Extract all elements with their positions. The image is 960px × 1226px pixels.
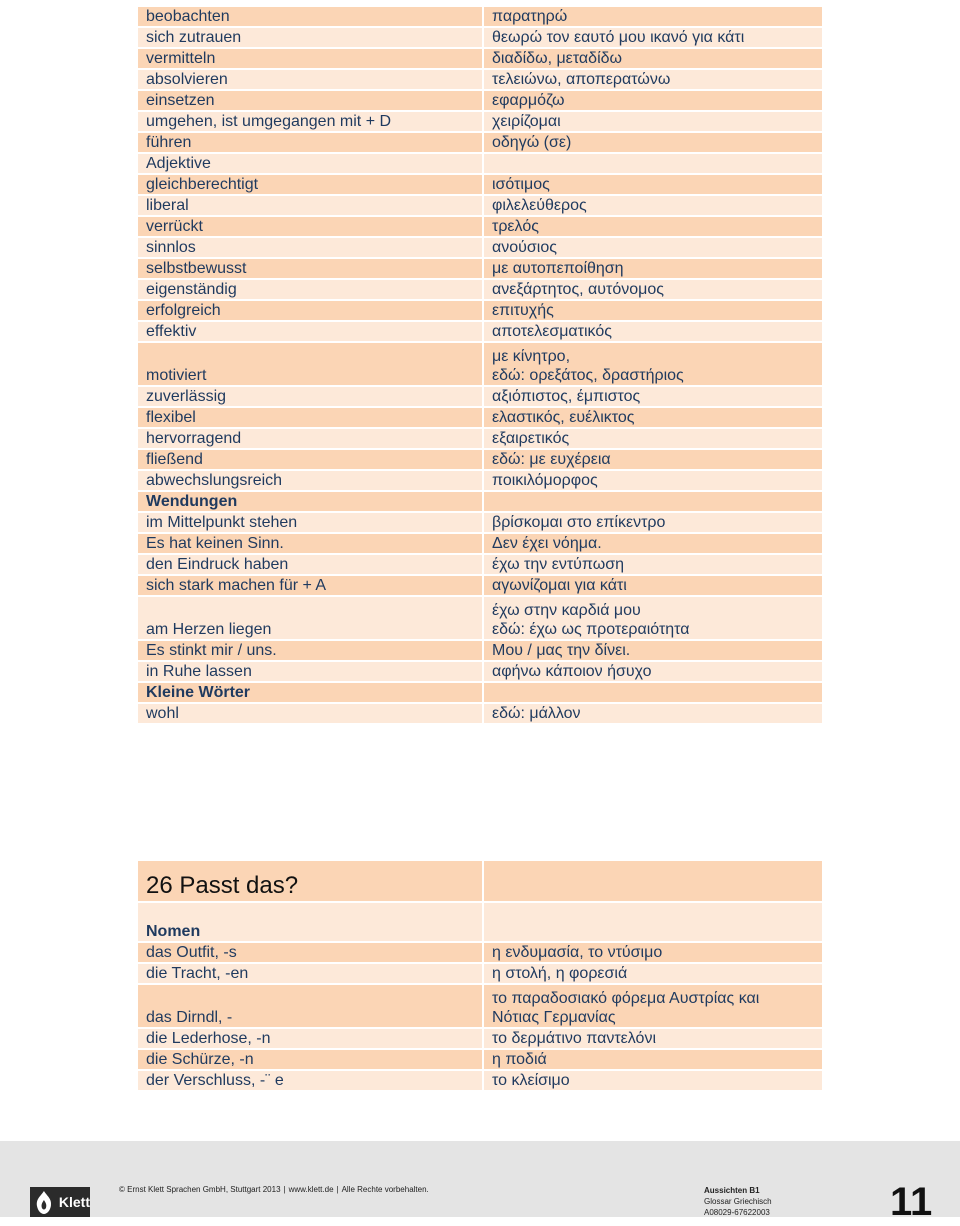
german-term: die Lederhose, -n: [137, 1028, 483, 1049]
greek-translation: φιλελεύθερος: [483, 195, 823, 216]
greek-translation: [483, 902, 823, 942]
vocabulary-table-main: [136, 5, 824, 725]
greek-translation: παρατηρώ: [483, 6, 823, 27]
book-meta: [704, 1185, 772, 1218]
greek-translation: η ποδιά: [483, 1049, 823, 1070]
table-row: [137, 491, 823, 512]
greek-translation: αγωνίζομαι για κάτι: [483, 575, 823, 596]
german-term: motiviert: [137, 342, 483, 386]
greek-translation: [483, 491, 823, 512]
rights-text: Alle Rechte vorbehalten.: [341, 1185, 429, 1194]
greek-translation: Μου / μας την δίνει.: [483, 640, 823, 661]
table-row: [137, 195, 823, 216]
klett-logo: [30, 1187, 90, 1217]
greek-translation: ισότιμος: [483, 174, 823, 195]
german-term: eigenständig: [137, 279, 483, 300]
page-number: 11: [890, 1180, 933, 1224]
german-term: die Tracht, -en: [137, 963, 483, 984]
german-term: der Verschluss, -¨ e: [137, 1070, 483, 1091]
german-term: absolvieren: [137, 69, 483, 90]
greek-translation: αφήνω κάποιον ήσυχο: [483, 661, 823, 682]
german-term: sich stark machen für + A: [137, 575, 483, 596]
table-row: [137, 860, 823, 902]
vocabulary-table-passt-das: [136, 859, 824, 1092]
table-row: [137, 470, 823, 491]
table-row: [137, 596, 823, 640]
table-row: [137, 449, 823, 470]
german-term: das Outfit, -s: [137, 942, 483, 963]
greek-translation: ελαστικός, ευέλικτος: [483, 407, 823, 428]
table-row: [137, 279, 823, 300]
greek-translation: η ενδυμασία, το ντύσιμο: [483, 942, 823, 963]
german-term: umgehen, ist umgegangen mit + D: [137, 111, 483, 132]
empty-cell: [483, 860, 823, 902]
table-row: [137, 258, 823, 279]
table-row: [137, 963, 823, 984]
table-row: [137, 1049, 823, 1070]
table-row: [137, 575, 823, 596]
book-code: A08029-67622003: [704, 1208, 770, 1217]
table-row: [137, 216, 823, 237]
category-heading-nomen: Nomen: [137, 902, 483, 942]
greek-translation: έχω την εντύπωση: [483, 554, 823, 575]
greek-translation: [483, 682, 823, 703]
table-row: [137, 174, 823, 195]
table-row: [137, 640, 823, 661]
german-term: fließend: [137, 449, 483, 470]
greek-translation: εφαρμόζω: [483, 90, 823, 111]
table-row: [137, 703, 823, 724]
greek-translation: το δερμάτινο παντελόνι: [483, 1028, 823, 1049]
website-link[interactable]: www.klett.de: [288, 1185, 334, 1194]
german-term: in Ruhe lassen: [137, 661, 483, 682]
greek-translation: η στολή, η φορεσιά: [483, 963, 823, 984]
greek-translation: το παραδοσιακό φόρεμα Αυστρίας και Νότιας Γερμανίας: [483, 984, 823, 1028]
greek-translation: ανούσιος: [483, 237, 823, 258]
table-row: [137, 90, 823, 111]
category-heading-adjektive: Adjektive: [137, 153, 483, 174]
german-term: gleichberechtigt: [137, 174, 483, 195]
greek-translation: βρίσκομαι στο επίκεντρο: [483, 512, 823, 533]
table-row: [137, 428, 823, 449]
greek-translation: οδηγώ (σε): [483, 132, 823, 153]
german-term: selbstbewusst: [137, 258, 483, 279]
greek-translation: με κίνητρο, εδώ: ορεξάτος, δραστήριος: [483, 342, 823, 386]
table-row: [137, 554, 823, 575]
german-term: sinnlos: [137, 237, 483, 258]
german-term: wohl: [137, 703, 483, 724]
greek-translation: διαδίδω, μεταδίδω: [483, 48, 823, 69]
german-term: einsetzen: [137, 90, 483, 111]
copyright-line: [119, 1185, 429, 1194]
separator: |: [336, 1185, 339, 1194]
greek-translation: τρελός: [483, 216, 823, 237]
separator: |: [283, 1185, 286, 1194]
greek-translation: με αυτοπεποίθηση: [483, 258, 823, 279]
table-row: [137, 6, 823, 27]
table-row: [137, 533, 823, 554]
table-row: [137, 902, 823, 942]
greek-translation: εδώ: με ευχέρεια: [483, 449, 823, 470]
table-row: [137, 300, 823, 321]
section-heading: 26 Passt das?: [137, 860, 483, 902]
table-row: [137, 111, 823, 132]
german-term: zuverlässig: [137, 386, 483, 407]
german-term: Es stinkt mir / uns.: [137, 640, 483, 661]
german-term: verrückt: [137, 216, 483, 237]
greek-translation: έχω στην καρδιά μου εδώ: έχω ως προτεραιότητα: [483, 596, 823, 640]
greek-translation: Δεν έχει νόημα.: [483, 533, 823, 554]
greek-translation: εδώ: μάλλον: [483, 703, 823, 724]
table-row: [137, 386, 823, 407]
german-term: beobachten: [137, 6, 483, 27]
table-row: [137, 237, 823, 258]
table-row: [137, 342, 823, 386]
german-term: abwechslungsreich: [137, 470, 483, 491]
table-row: [137, 69, 823, 90]
german-term: die Schürze, -n: [137, 1049, 483, 1070]
table-row: [137, 984, 823, 1028]
german-term: liberal: [137, 195, 483, 216]
table-row: [137, 682, 823, 703]
german-term: im Mittelpunkt stehen: [137, 512, 483, 533]
greek-translation: αξιόπιστος, έμπιστος: [483, 386, 823, 407]
book-subtitle: Glossar Griechisch: [704, 1197, 772, 1206]
table-row: [137, 512, 823, 533]
table-row: [137, 153, 823, 174]
greek-translation: χειρίζομαι: [483, 111, 823, 132]
logo-text: Klett: [58, 1194, 90, 1210]
table-row: [137, 321, 823, 342]
page-footer: [0, 1141, 960, 1217]
german-term: führen: [137, 132, 483, 153]
klett-flame-icon: [30, 1187, 58, 1217]
greek-translation: το κλείσιμο: [483, 1070, 823, 1091]
table-row: [137, 1028, 823, 1049]
greek-translation: τελειώνω, αποπερατώνω: [483, 69, 823, 90]
german-term: hervorragend: [137, 428, 483, 449]
category-heading-wendungen: Wendungen: [137, 491, 483, 512]
copyright-text: © Ernst Klett Sprachen GmbH, Stuttgart 2013: [119, 1185, 281, 1194]
table-row: [137, 407, 823, 428]
table-row: [137, 27, 823, 48]
german-term: am Herzen liegen: [137, 596, 483, 640]
german-term: flexibel: [137, 407, 483, 428]
german-term: sich zutrauen: [137, 27, 483, 48]
table-row: [137, 48, 823, 69]
greek-translation: θεωρώ τον εαυτό μου ικανό για κάτι: [483, 27, 823, 48]
german-term: effektiv: [137, 321, 483, 342]
greek-translation: εξαιρετικός: [483, 428, 823, 449]
table-row: [137, 1070, 823, 1091]
german-term: vermitteln: [137, 48, 483, 69]
book-title: Aussichten B1: [704, 1186, 760, 1195]
category-heading-kleine-woerter: Kleine Wörter: [137, 682, 483, 703]
greek-translation: ανεξάρτητος, αυτόνομος: [483, 279, 823, 300]
german-term: das Dirndl, -: [137, 984, 483, 1028]
greek-translation: επιτυχής: [483, 300, 823, 321]
german-term: Es hat keinen Sinn.: [137, 533, 483, 554]
german-term: erfolgreich: [137, 300, 483, 321]
greek-translation: αποτελεσματικός: [483, 321, 823, 342]
table-row: [137, 132, 823, 153]
greek-translation: ποικιλόμορφος: [483, 470, 823, 491]
table-row: [137, 661, 823, 682]
german-term: den Eindruck haben: [137, 554, 483, 575]
table-row: [137, 942, 823, 963]
greek-translation: [483, 153, 823, 174]
